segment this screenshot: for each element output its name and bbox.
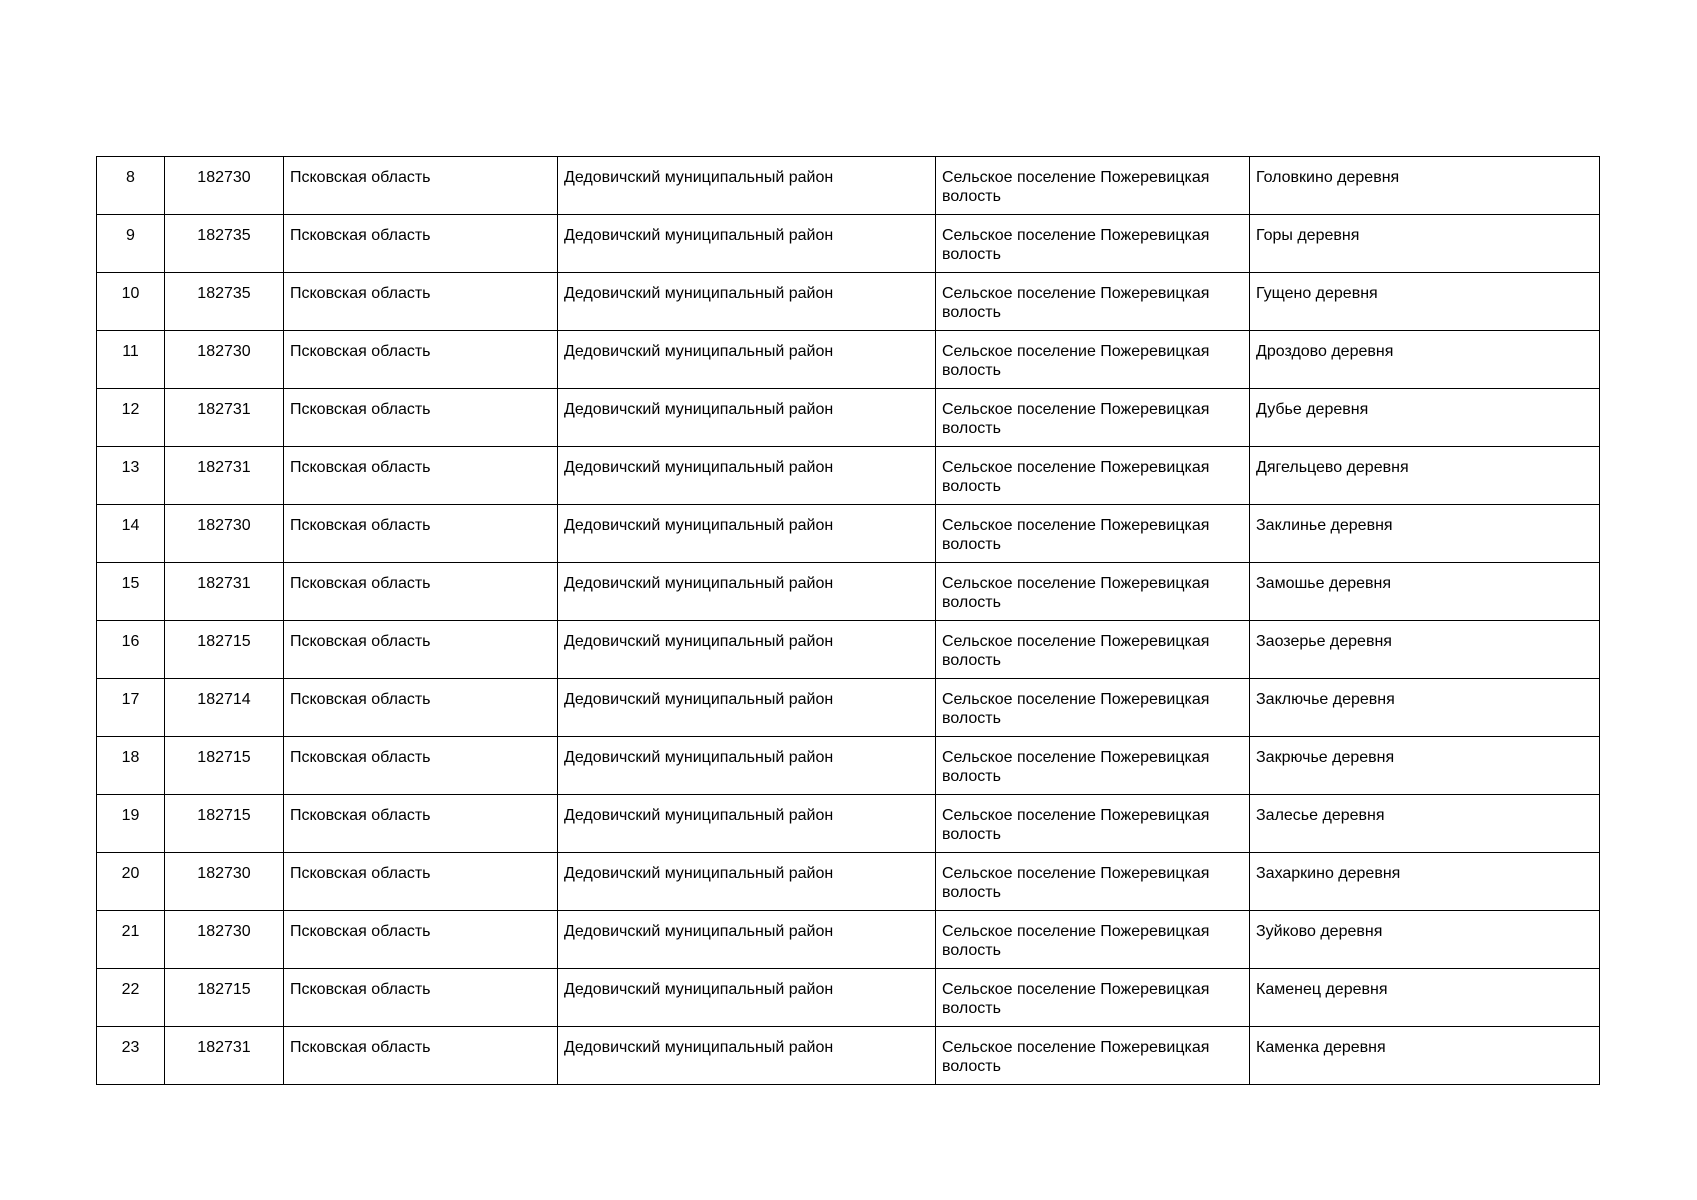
region-cell: Псковская область bbox=[284, 563, 558, 621]
row-number-cell: 19 bbox=[97, 795, 165, 853]
region-cell: Псковская область bbox=[284, 1027, 558, 1085]
row-number-cell: 22 bbox=[97, 969, 165, 1027]
district-cell: Дедовичский муниципальный район bbox=[558, 157, 936, 215]
settlement-cell: Сельское поселение Пожеревицкая волость bbox=[936, 563, 1250, 621]
locality-cell: Захаркино деревня bbox=[1250, 853, 1600, 911]
district-cell: Дедовичский муниципальный район bbox=[558, 853, 936, 911]
row-number-cell: 11 bbox=[97, 331, 165, 389]
postal-code-cell: 182715 bbox=[165, 737, 284, 795]
region-cell: Псковская область bbox=[284, 911, 558, 969]
region-cell: Псковская область bbox=[284, 737, 558, 795]
table-row bbox=[97, 157, 1600, 215]
row-number-cell: 13 bbox=[97, 447, 165, 505]
postal-code-cell: 182730 bbox=[165, 505, 284, 563]
district-cell: Дедовичский муниципальный район bbox=[558, 563, 936, 621]
table-row bbox=[97, 911, 1600, 969]
locality-cell: Дроздово деревня bbox=[1250, 331, 1600, 389]
postal-code-cell: 182735 bbox=[165, 273, 284, 331]
district-cell: Дедовичский муниципальный район bbox=[558, 1027, 936, 1085]
region-cell: Псковская область bbox=[284, 389, 558, 447]
settlement-cell: Сельское поселение Пожеревицкая волость bbox=[936, 737, 1250, 795]
postal-code-cell: 182730 bbox=[165, 853, 284, 911]
settlement-cell: Сельское поселение Пожеревицкая волость bbox=[936, 795, 1250, 853]
region-cell: Псковская область bbox=[284, 679, 558, 737]
settlement-cell: Сельское поселение Пожеревицкая волость bbox=[936, 911, 1250, 969]
settlement-cell: Сельское поселение Пожеревицкая волость bbox=[936, 157, 1250, 215]
row-number-cell: 21 bbox=[97, 911, 165, 969]
region-cell: Псковская область bbox=[284, 331, 558, 389]
postal-code-cell: 182715 bbox=[165, 795, 284, 853]
locality-cell: Замошье деревня bbox=[1250, 563, 1600, 621]
district-cell: Дедовичский муниципальный район bbox=[558, 969, 936, 1027]
row-number-cell: 18 bbox=[97, 737, 165, 795]
table-row bbox=[97, 505, 1600, 563]
postal-code-cell: 182735 bbox=[165, 215, 284, 273]
region-cell: Псковская область bbox=[284, 157, 558, 215]
district-cell: Дедовичский муниципальный район bbox=[558, 389, 936, 447]
postal-code-cell: 182731 bbox=[165, 563, 284, 621]
settlement-cell: Сельское поселение Пожеревицкая волость bbox=[936, 389, 1250, 447]
settlement-cell: Сельское поселение Пожеревицкая волость bbox=[936, 505, 1250, 563]
settlement-cell: Сельское поселение Пожеревицкая волость bbox=[936, 331, 1250, 389]
address-table bbox=[96, 156, 1600, 1085]
table-row bbox=[97, 679, 1600, 737]
table-row bbox=[97, 853, 1600, 911]
postal-code-cell: 182731 bbox=[165, 1027, 284, 1085]
district-cell: Дедовичский муниципальный район bbox=[558, 505, 936, 563]
row-number-cell: 10 bbox=[97, 273, 165, 331]
district-cell: Дедовичский муниципальный район bbox=[558, 679, 936, 737]
table-row bbox=[97, 215, 1600, 273]
settlement-cell: Сельское поселение Пожеревицкая волость bbox=[936, 273, 1250, 331]
locality-cell: Дубье деревня bbox=[1250, 389, 1600, 447]
locality-cell: Горы деревня bbox=[1250, 215, 1600, 273]
row-number-cell: 9 bbox=[97, 215, 165, 273]
row-number-cell: 20 bbox=[97, 853, 165, 911]
table-row bbox=[97, 389, 1600, 447]
row-number-cell: 8 bbox=[97, 157, 165, 215]
district-cell: Дедовичский муниципальный район bbox=[558, 737, 936, 795]
table-row bbox=[97, 273, 1600, 331]
region-cell: Псковская область bbox=[284, 795, 558, 853]
region-cell: Псковская область bbox=[284, 505, 558, 563]
region-cell: Псковская область bbox=[284, 853, 558, 911]
row-number-cell: 16 bbox=[97, 621, 165, 679]
table-row bbox=[97, 1027, 1600, 1085]
table-row bbox=[97, 331, 1600, 389]
postal-code-cell: 182715 bbox=[165, 969, 284, 1027]
district-cell: Дедовичский муниципальный район bbox=[558, 273, 936, 331]
row-number-cell: 23 bbox=[97, 1027, 165, 1085]
locality-cell: Заклинье деревня bbox=[1250, 505, 1600, 563]
settlement-cell: Сельское поселение Пожеревицкая волость bbox=[936, 621, 1250, 679]
locality-cell: Дягельцево деревня bbox=[1250, 447, 1600, 505]
locality-cell: Каменец деревня bbox=[1250, 969, 1600, 1027]
settlement-cell: Сельское поселение Пожеревицкая волость bbox=[936, 853, 1250, 911]
postal-code-cell: 182714 bbox=[165, 679, 284, 737]
row-number-cell: 17 bbox=[97, 679, 165, 737]
region-cell: Псковская область bbox=[284, 273, 558, 331]
locality-cell: Головкино деревня bbox=[1250, 157, 1600, 215]
region-cell: Псковская область bbox=[284, 969, 558, 1027]
settlement-cell: Сельское поселение Пожеревицкая волость bbox=[936, 1027, 1250, 1085]
district-cell: Дедовичский муниципальный район bbox=[558, 621, 936, 679]
table-row bbox=[97, 563, 1600, 621]
postal-code-cell: 182730 bbox=[165, 331, 284, 389]
locality-cell: Каменка деревня bbox=[1250, 1027, 1600, 1085]
district-cell: Дедовичский муниципальный район bbox=[558, 795, 936, 853]
settlement-cell: Сельское поселение Пожеревицкая волость bbox=[936, 969, 1250, 1027]
district-cell: Дедовичский муниципальный район bbox=[558, 911, 936, 969]
postal-code-cell: 182731 bbox=[165, 447, 284, 505]
district-cell: Дедовичский муниципальный район bbox=[558, 447, 936, 505]
region-cell: Псковская область bbox=[284, 215, 558, 273]
table-row bbox=[97, 447, 1600, 505]
settlement-cell: Сельское поселение Пожеревицкая волость bbox=[936, 679, 1250, 737]
row-number-cell: 12 bbox=[97, 389, 165, 447]
locality-cell: Зуйково деревня bbox=[1250, 911, 1600, 969]
district-cell: Дедовичский муниципальный район bbox=[558, 215, 936, 273]
table-row bbox=[97, 969, 1600, 1027]
address-table-body bbox=[97, 157, 1600, 1085]
postal-code-cell: 182715 bbox=[165, 621, 284, 679]
locality-cell: Залесье деревня bbox=[1250, 795, 1600, 853]
postal-code-cell: 182731 bbox=[165, 389, 284, 447]
row-number-cell: 14 bbox=[97, 505, 165, 563]
postal-code-cell: 182730 bbox=[165, 157, 284, 215]
settlement-cell: Сельское поселение Пожеревицкая волость bbox=[936, 447, 1250, 505]
row-number-cell: 15 bbox=[97, 563, 165, 621]
locality-cell: Заключье деревня bbox=[1250, 679, 1600, 737]
locality-cell: Заозерье деревня bbox=[1250, 621, 1600, 679]
locality-cell: Закрючье деревня bbox=[1250, 737, 1600, 795]
table-row bbox=[97, 737, 1600, 795]
region-cell: Псковская область bbox=[284, 447, 558, 505]
settlement-cell: Сельское поселение Пожеревицкая волость bbox=[936, 215, 1250, 273]
postal-code-cell: 182730 bbox=[165, 911, 284, 969]
district-cell: Дедовичский муниципальный район bbox=[558, 331, 936, 389]
table-row bbox=[97, 621, 1600, 679]
region-cell: Псковская область bbox=[284, 621, 558, 679]
locality-cell: Гущено деревня bbox=[1250, 273, 1600, 331]
table-row bbox=[97, 795, 1600, 853]
